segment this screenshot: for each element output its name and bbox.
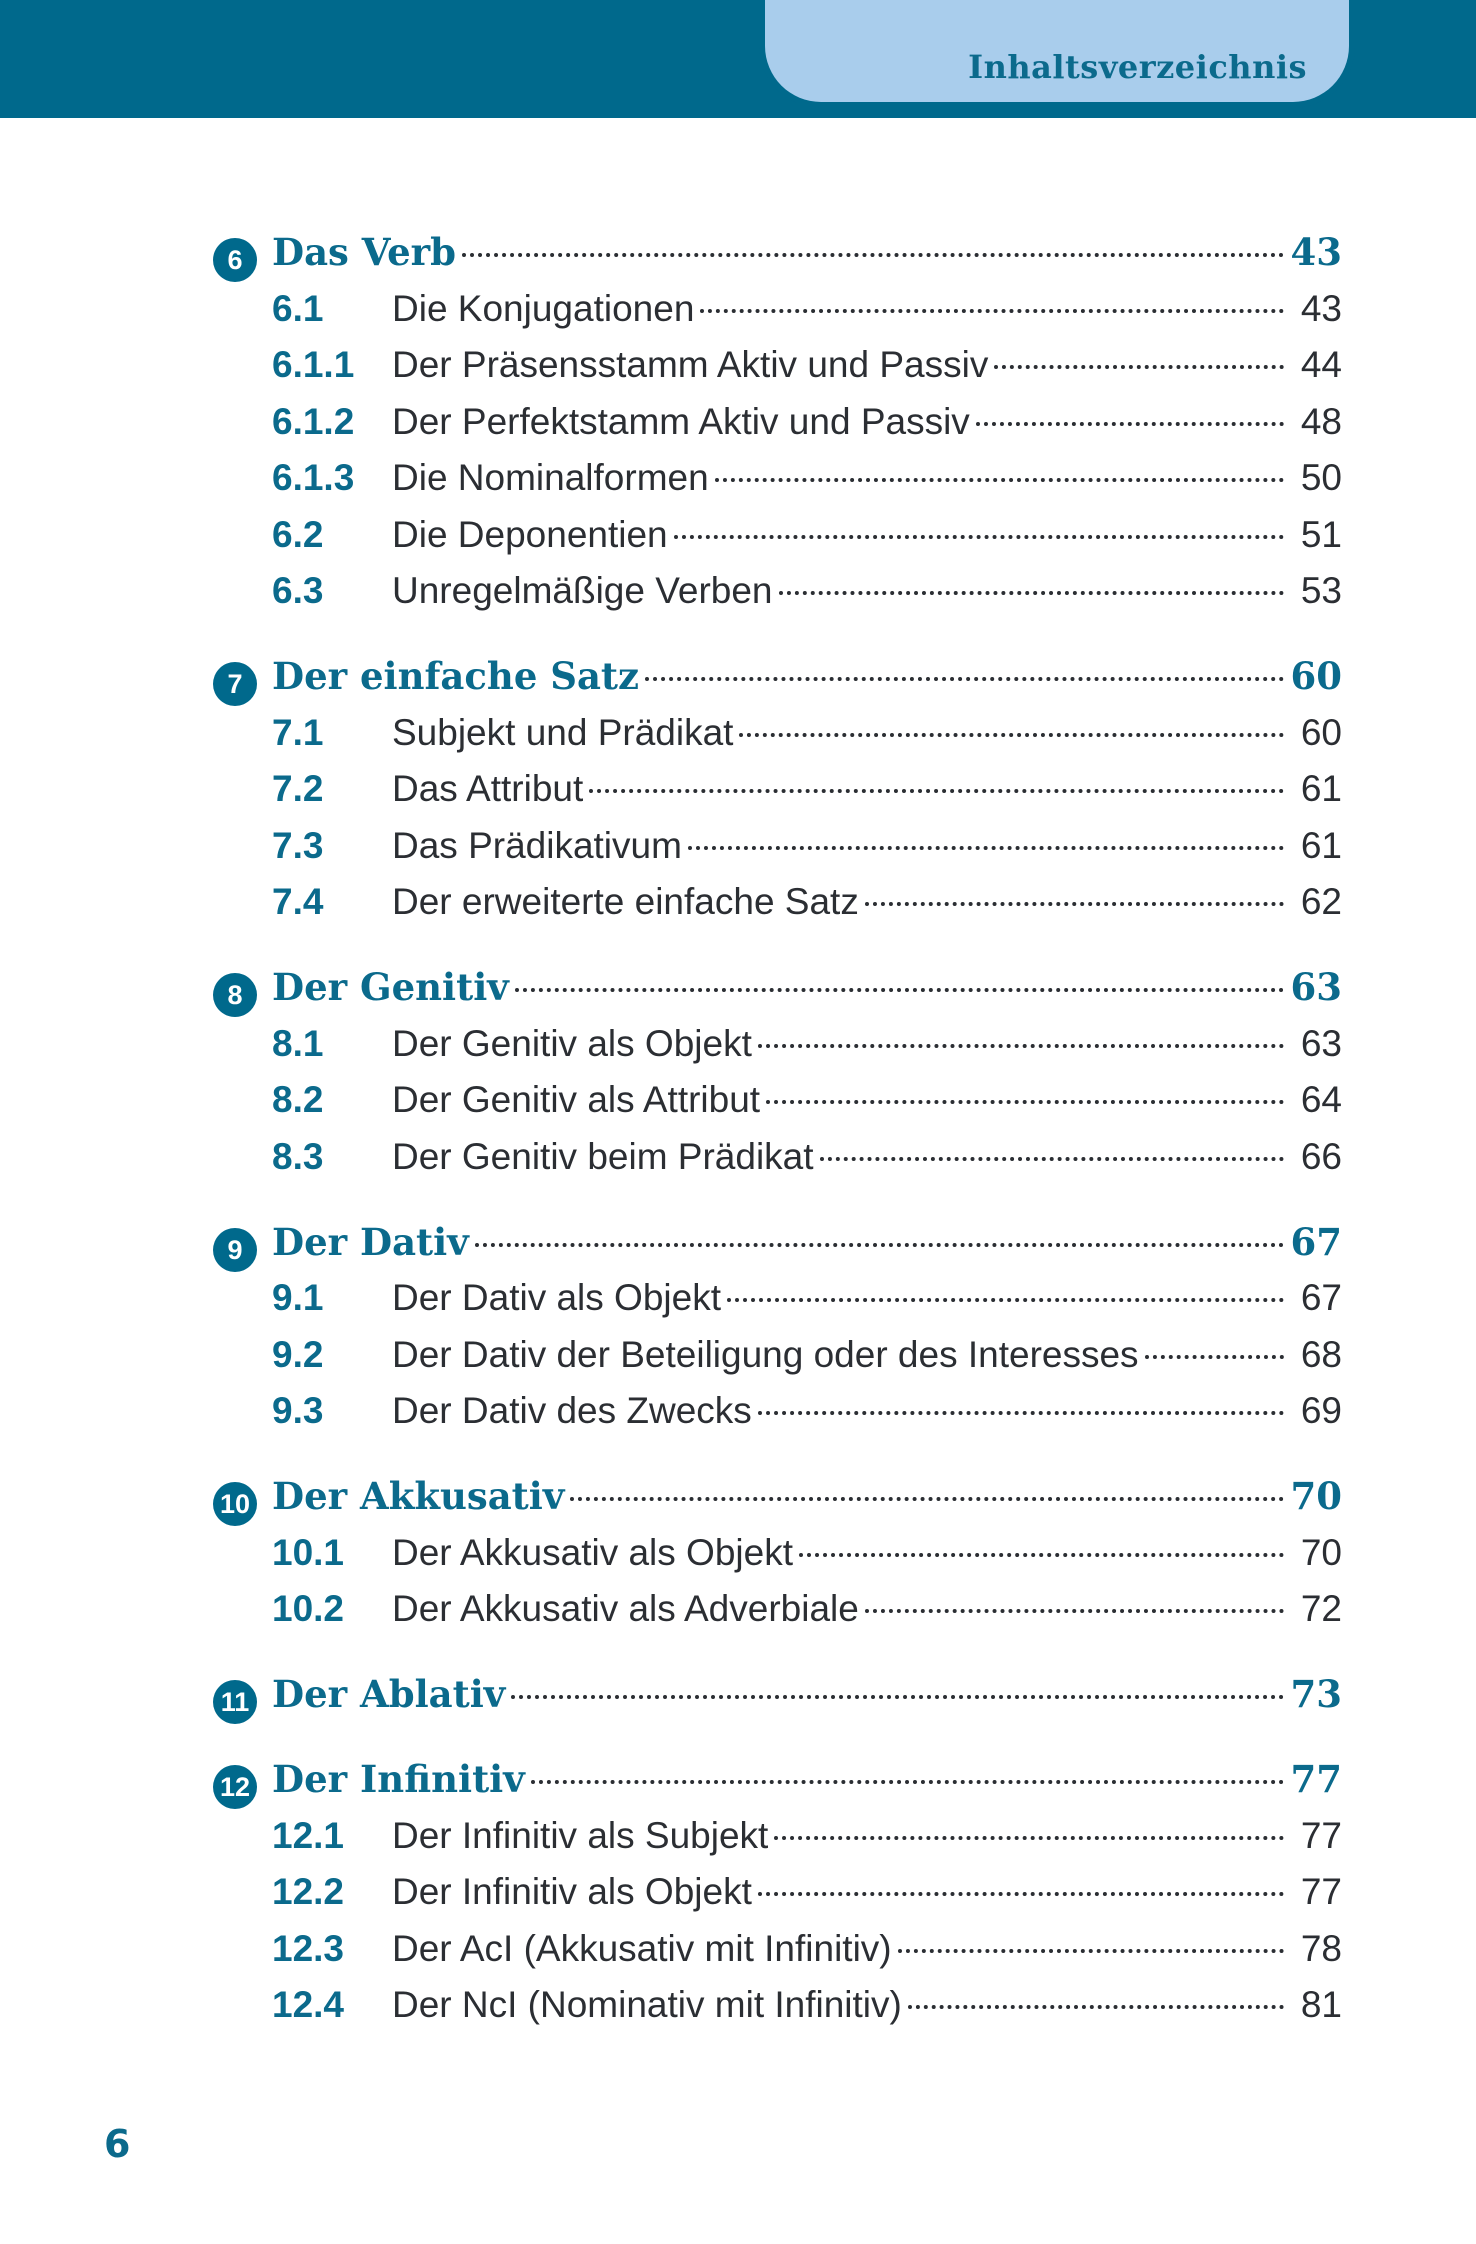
leader-dots <box>820 1157 1284 1161</box>
section-number: 6.1.1 <box>272 344 355 385</box>
section-title: Der Dativ der Beteiligung oder des Interesses <box>392 1333 1139 1375</box>
toc-section[interactable] <box>272 878 1342 926</box>
leader-dots <box>700 309 1284 313</box>
section-title: Der Infinitiv als Subjekt <box>392 1814 769 1856</box>
leader-dots <box>908 2005 1284 2009</box>
toc-chapter[interactable] <box>227 652 1342 700</box>
section-number: 8.2 <box>272 1079 324 1120</box>
section-page: 70 <box>1300 1531 1342 1573</box>
chapter-title: Der Infinitiv <box>272 1757 525 1801</box>
toc-section[interactable] <box>272 1331 1342 1379</box>
leader-dots <box>994 365 1284 369</box>
section-number: 7.3 <box>272 824 324 866</box>
section-number: 7.4 <box>272 881 324 922</box>
toc-section[interactable] <box>272 511 1342 559</box>
section-page: 50 <box>1300 457 1342 498</box>
toc-section[interactable] <box>272 1529 1342 1577</box>
section-page: 51 <box>1300 513 1342 555</box>
section-title: Die Deponentien <box>392 513 668 555</box>
chapter-number-badge: 9 <box>213 1228 257 1272</box>
toc-chapter[interactable] <box>219 1755 1342 1803</box>
chapter-title: Der einfache Satz <box>272 654 640 698</box>
section-number: 9.3 <box>272 1390 324 1431</box>
section-page: 67 <box>1300 1277 1342 1318</box>
chapter-page: 60 <box>1290 654 1342 698</box>
section-page: 81 <box>1300 1984 1342 2025</box>
section-tab <box>759 0 1355 108</box>
toc-chapter[interactable] <box>220 1670 1342 1718</box>
toc-section[interactable] <box>272 1133 1342 1181</box>
leader-dots <box>766 1100 1284 1104</box>
section-title: Der Dativ als Objekt <box>392 1277 721 1318</box>
section-title: Der Perfektstamm Aktiv und Passiv <box>392 400 970 442</box>
leader-dots <box>688 846 1284 850</box>
leader-dots <box>674 535 1284 539</box>
toc-chapter[interactable] <box>227 1218 1342 1266</box>
section-number: 7.2 <box>272 768 324 809</box>
chapter-page: 43 <box>1290 230 1342 274</box>
section-page: 72 <box>1300 1588 1342 1629</box>
chapter-page: 63 <box>1290 965 1342 1009</box>
chapter-number-badge: 8 <box>213 973 257 1017</box>
leader-dots <box>739 733 1284 737</box>
chapter-title: Der Akkusativ <box>272 1474 565 1518</box>
section-page: 63 <box>1300 1022 1342 1064</box>
toc-chapter[interactable] <box>227 963 1342 1011</box>
section-title: Der Infinitiv als Objekt <box>392 1871 752 1912</box>
section-title: Der Präsensstamm Aktiv und Passiv <box>392 344 989 385</box>
chapter-page: 73 <box>1290 1672 1342 1716</box>
chapter-title: Der Ablativ <box>272 1672 506 1716</box>
toc-chapter[interactable] <box>227 228 1342 276</box>
section-number: 9.1 <box>272 1277 324 1318</box>
section-page: 78 <box>1300 1927 1342 1969</box>
chapter-title: Der Genitiv <box>272 965 509 1009</box>
section-title: Unregelmäßige Verben <box>392 570 773 611</box>
toc-section[interactable] <box>272 1812 1342 1860</box>
leader-dots <box>511 1695 1284 1699</box>
section-page: 66 <box>1300 1135 1342 1177</box>
leader-dots <box>515 988 1284 992</box>
section-page: 77 <box>1300 1814 1342 1856</box>
section-title: Der NcI (Nominativ mit Infinitiv) <box>392 1984 902 2025</box>
section-number: 9.2 <box>272 1333 324 1375</box>
leader-dots <box>1145 1355 1284 1359</box>
section-page: 44 <box>1300 344 1342 385</box>
toc-section[interactable] <box>272 285 1342 333</box>
leader-dots <box>898 1949 1284 1953</box>
chapter-number-badge: 10 <box>213 1482 257 1526</box>
section-title: Inhaltsverzeichnis <box>968 48 1307 86</box>
leader-dots <box>799 1553 1284 1557</box>
leader-dots <box>758 1411 1284 1415</box>
chapter-page: 77 <box>1290 1757 1342 1801</box>
section-title: Der Akkusativ als Objekt <box>392 1531 793 1573</box>
toc-section[interactable] <box>272 709 1342 757</box>
section-title: Der Genitiv beim Prädikat <box>392 1135 814 1177</box>
section-page: 69 <box>1300 1390 1342 1431</box>
section-title: Das Prädikativum <box>392 824 682 866</box>
toc-section[interactable] <box>272 1925 1342 1973</box>
section-number: 12.3 <box>272 1927 345 1969</box>
leader-dots <box>865 902 1284 906</box>
toc-section[interactable] <box>272 765 1342 813</box>
section-page: 64 <box>1300 1079 1342 1120</box>
chapter-page: 67 <box>1290 1219 1342 1264</box>
leader-dots <box>462 253 1284 257</box>
leader-dots <box>727 1298 1284 1302</box>
section-number: 6.2 <box>272 513 324 555</box>
chapter-number-badge: 6 <box>213 238 257 282</box>
chapter-number-badge: 7 <box>213 662 257 706</box>
section-number: 8.1 <box>272 1022 324 1064</box>
section-title: Die Konjugationen <box>392 287 695 329</box>
section-title: Subjekt und Prädikat <box>392 711 734 753</box>
leader-dots <box>779 591 1285 595</box>
toc-section[interactable] <box>272 1020 1342 1068</box>
section-number: 7.1 <box>272 711 324 753</box>
leader-dots <box>475 1243 1284 1247</box>
section-page: 62 <box>1300 881 1342 922</box>
section-number: 10.1 <box>272 1531 345 1573</box>
leader-dots <box>715 478 1284 482</box>
toc-section[interactable] <box>272 341 1342 389</box>
section-number: 6.1.3 <box>272 457 355 498</box>
chapter-number-badge: 12 <box>213 1765 257 1809</box>
leader-dots <box>758 1044 1284 1048</box>
section-title: Der Genitiv als Attribut <box>392 1079 761 1120</box>
chapter-title: Der Dativ <box>272 1219 469 1264</box>
section-number: 12.4 <box>272 1984 345 2025</box>
section-number: 12.2 <box>272 1871 345 1912</box>
section-page: 53 <box>1300 570 1342 611</box>
toc-section[interactable] <box>272 1585 1342 1633</box>
toc-chapter[interactable] <box>219 1472 1342 1520</box>
leader-dots <box>589 789 1284 793</box>
toc-section[interactable] <box>272 822 1342 870</box>
section-number: 6.3 <box>272 570 324 611</box>
leader-dots <box>531 1780 1284 1784</box>
chapter-page: 70 <box>1290 1474 1342 1518</box>
section-number: 6.1 <box>272 287 324 329</box>
page-number: 6 <box>104 2122 131 2166</box>
leader-dots <box>758 1892 1284 1896</box>
section-page: 43 <box>1300 287 1342 329</box>
chapter-number-badge: 11 <box>213 1680 257 1724</box>
leader-dots <box>570 1497 1284 1501</box>
section-number: 10.2 <box>272 1588 345 1629</box>
section-title: Der Akkusativ als Adverbiale <box>392 1588 859 1629</box>
section-title: Die Nominalformen <box>392 457 709 498</box>
chapter-title: Das Verb <box>272 230 456 274</box>
toc-section[interactable] <box>272 1868 1342 1916</box>
section-number: 12.1 <box>272 1814 345 1856</box>
section-title: Der AcI (Akkusativ mit Infinitiv) <box>392 1927 892 1969</box>
section-page: 60 <box>1300 711 1342 753</box>
leader-dots <box>774 1836 1284 1840</box>
section-page: 77 <box>1300 1871 1342 1912</box>
toc-section[interactable] <box>272 454 1342 502</box>
toc-section[interactable] <box>272 1274 1342 1322</box>
section-number: 6.1.2 <box>272 400 355 442</box>
section-page: 61 <box>1300 768 1342 809</box>
toc-section[interactable] <box>272 1387 1342 1435</box>
toc-section[interactable] <box>272 398 1342 446</box>
toc-section[interactable] <box>272 567 1342 615</box>
section-number: 8.3 <box>272 1135 324 1177</box>
section-title: Das Attribut <box>392 768 584 809</box>
section-title: Der Dativ des Zwecks <box>392 1390 752 1431</box>
toc-section[interactable] <box>272 1076 1342 1124</box>
section-title: Der Genitiv als Objekt <box>392 1022 752 1064</box>
section-page: 61 <box>1300 824 1342 866</box>
leader-dots <box>976 422 1284 426</box>
section-page: 48 <box>1300 400 1342 442</box>
toc-section[interactable] <box>272 1981 1342 2029</box>
leader-dots <box>865 1609 1284 1613</box>
section-page: 68 <box>1300 1333 1342 1375</box>
leader-dots <box>645 677 1284 681</box>
section-title: Der erweiterte einfache Satz <box>392 881 859 922</box>
